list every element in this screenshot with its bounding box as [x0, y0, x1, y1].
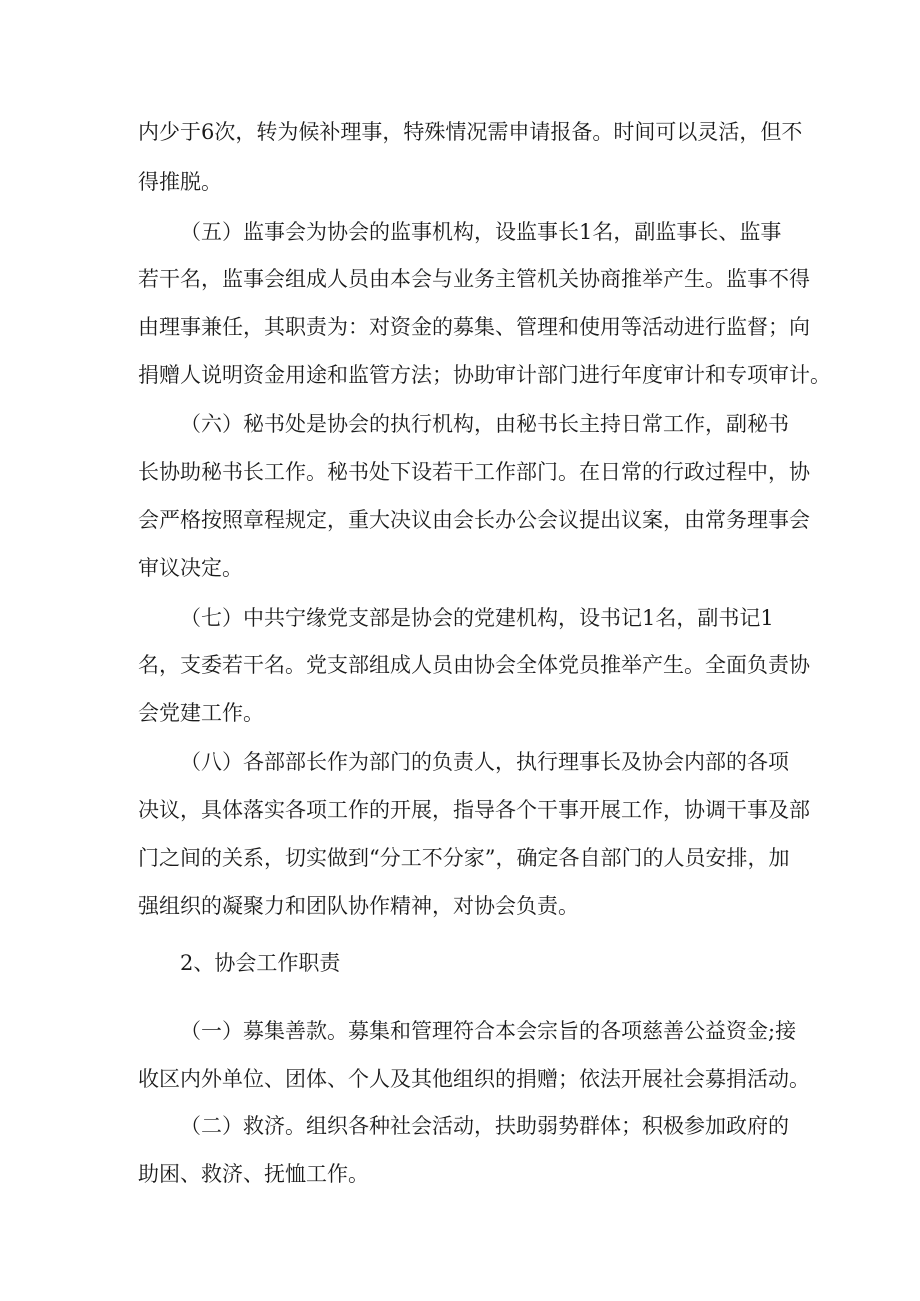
paragraph-first-line: （七）中共宁缘党支部是协会的党建机构，设书记1名，副书记1 — [180, 606, 774, 630]
text-line: 收区内外单位、团体、个人及其他组织的捐赠；依法开展社会募捐活动。 — [138, 1067, 810, 1091]
section-heading: 2、协会工作职责 — [180, 951, 341, 975]
text-line: 审议决定。 — [138, 556, 243, 580]
paragraph-first-line: （八）各部部长作为部门的负责人，执行理事长及协会内部的各项 — [180, 750, 789, 774]
text-line: 捐赠人说明资金用途和监管方法；协助审计部门进行年度审计和专项审计。 — [138, 363, 831, 387]
text-line: 决议，具体落实各项工作的开展，指导各个干事开展工作，协调干事及部 — [138, 798, 810, 822]
text-line: 长协助秘书长工作。秘书处下设若干工作部门。在日常的行政过程中，协 — [138, 460, 810, 484]
text-line: 若干名，监事会组成人员由本会与业务主管机关协商推举产生。监事不得 — [138, 267, 810, 291]
text-line: 会党建工作。 — [138, 701, 264, 725]
paragraph-first-line: （五）监事会为协会的监事机构，设监事长1名，副监事长、监事 — [180, 220, 782, 244]
text-line: 由理事兼任，其职责为：对资金的募集、管理和使用等活动进行监督；向 — [138, 315, 810, 339]
text-line: 门之间的关系，切实做到“分工不分家”，确定各自部门的人员安排，加 — [138, 846, 790, 870]
paragraph-first-line: （六）秘书处是协会的执行机构，由秘书长主持日常工作，副秘书 — [180, 412, 789, 436]
text-line: 会严格按照章程规定，重大决议由会长办公会议提出议案，由常务理事会 — [138, 508, 810, 532]
text-line: 助困、救济、抚恤工作。 — [138, 1162, 369, 1186]
text-line: 名，支委若干名。党支部组成人员由协会全体党员推举产生。全面负责协 — [138, 653, 810, 677]
text-line: 得推脱。 — [138, 170, 222, 194]
text-line: 强组织的凝聚力和团队协作精神，对协会负责。 — [138, 894, 579, 918]
text-line: 内少于6次，转为候补理事，特殊情况需申请报备。时间可以灵活，但不 — [138, 120, 803, 144]
paragraph-first-line: （二）救济。组织各种社会活动，扶助弱势群体；积极参加政府的 — [180, 1114, 789, 1138]
paragraph-first-line: （一）募集善款。募集和管理符合本会宗旨的各项慈善公益资金;接 — [180, 1019, 797, 1043]
